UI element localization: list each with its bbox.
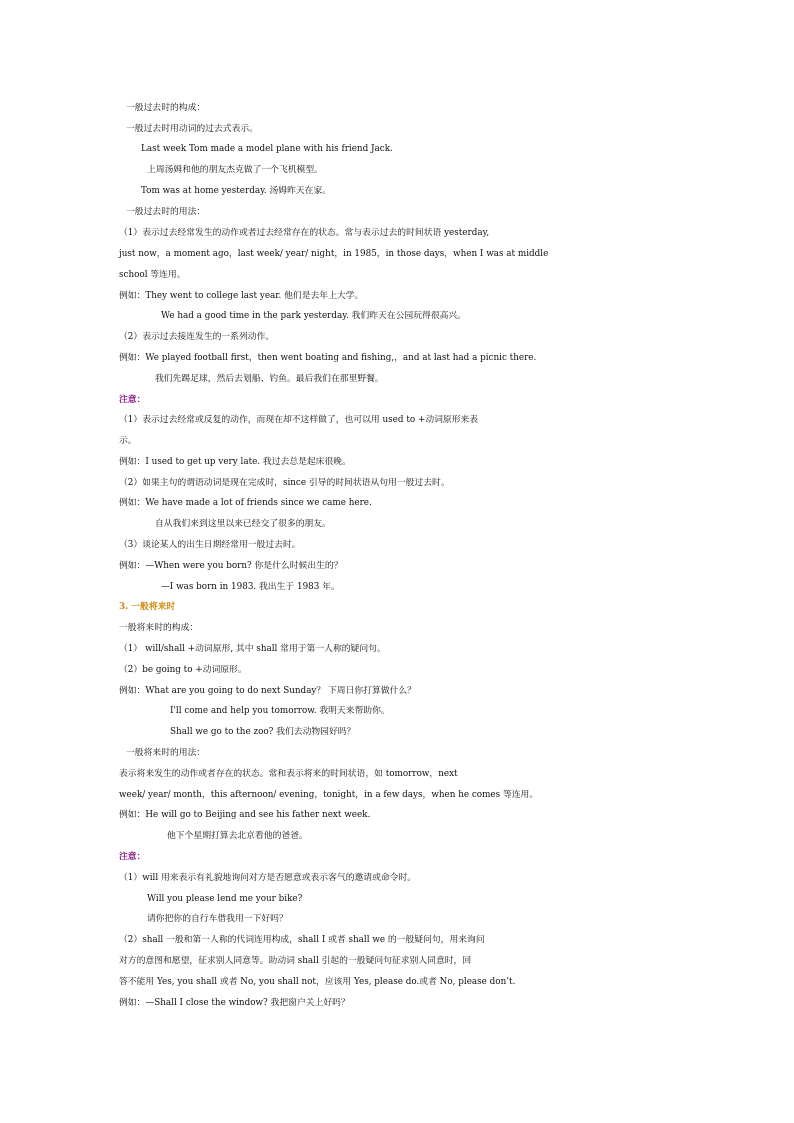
text-line: 例如：They went to college last year. 他们是去年上大学。 xyxy=(119,291,364,301)
text-line: （2）be going to +动词原形。 xyxy=(119,665,247,675)
text-line: 一般将来时的用法： xyxy=(126,748,206,758)
text-line: We had a good time in the park yesterday. 我们昨天在公园玩得很高兴。 xyxy=(161,311,467,321)
text-line: 例如：We played football first，then went boating and fishing,，and at last had a picnic there. xyxy=(119,353,537,363)
text-line: （2）表示过去接连发生的一系列动作。 xyxy=(119,332,275,342)
text-line: 例如：I used to get up very late. 我过去总是起床很晚。 xyxy=(119,457,351,467)
text-line: week/ year/ month，this afternoon/ evening，tonight，in a few days，when he comes 等连用。 xyxy=(119,790,539,800)
text-line: （1）表示过去经常或反复的动作，而现在却不这样做了，也可以用 used to +动词原形来表 xyxy=(119,415,479,425)
text-line: 示。 xyxy=(119,436,137,446)
text-line: 例如：We have made a lot of friends since we came here. xyxy=(119,498,372,508)
text-line: I'll come and help you tomorrow. 我明天来帮助你。 xyxy=(170,706,390,716)
text-line: （1）表示过去经常发生的动作或者过去经常存在的状态。常与表示过去的时间状语 yesterday, xyxy=(119,228,490,238)
text-line: 上周汤姆和他的朋友杰克做了一个飞机模型。 xyxy=(147,165,323,175)
text-line: 一般过去时的构成： xyxy=(126,103,206,113)
section-heading: 3. 一般将来时 xyxy=(119,602,176,612)
text-line: Will you please lend me your bike? xyxy=(147,894,303,904)
text-line: （2）shall 一般和第一人称的代词连用构成，shall I 或者 shall we 的一般疑问句，用来询问 xyxy=(119,935,485,945)
text-line: 对方的意图和愿望，征求别人同意等。助动词 shall 引起的一般疑问句征求别人同意时，回 xyxy=(119,956,472,966)
text-line: 答不能用 Yes, you shall 或者 No, you shall not，应该用 Yes, please do.或者 No, please don’t. xyxy=(119,977,516,987)
text-line: 请你把你的自行车借我用一下好吗？ xyxy=(147,914,288,924)
text-line: （2）如果主句的谓语动词是现在完成时，since 引导的时间状语从句用一般过去时。 xyxy=(119,478,450,488)
text-line: 例如：—Shall I close the window? 我把窗户关上好吗？ xyxy=(119,998,350,1008)
text-line: Last week Tom made a model plane with his friend Jack. xyxy=(141,144,393,154)
text-line: （1） will/shall +动词原形, 其中 shall 常用于第一人称的疑问句。 xyxy=(119,644,386,654)
text-line: Shall we go to the zoo? 我们去动物园好吗？ xyxy=(170,727,356,737)
text-line: 例如：—When were you born? 你是什么时候出生的？ xyxy=(119,561,343,571)
text-line: 例如：What are you going to do next Sunday？ 下周日你打算做什么？ xyxy=(119,686,416,696)
text-line: Tom was at home yesterday. 汤姆昨天在家。 xyxy=(141,186,332,196)
text-line: school 等连用。 xyxy=(119,270,186,280)
text-line: 我们先踢足球，然后去划船、钓鱼。最后我们在那里野餐。 xyxy=(155,374,384,384)
text-line: 自从我们来到这里以来已经交了很多的朋友。 xyxy=(155,519,331,529)
text-line: just now，a moment ago，last week/ year/ night，in 1985，in those days，when I was at middle xyxy=(119,249,549,259)
note-heading: 注意： xyxy=(119,395,146,405)
text-line: —I was born in 1983. 我出生于 1983 年。 xyxy=(161,582,340,592)
text-line: 一般过去时用动词的过去式表示。 xyxy=(126,124,258,134)
note-heading: 注意： xyxy=(119,852,146,862)
text-line: （1）will 用来表示有礼貌地询问对方是否愿意或表示客气的邀请或命令时。 xyxy=(119,873,417,883)
text-line: 一般将来时的构成： xyxy=(119,623,199,633)
text-line: 他下个星期打算去北京看他的爸爸。 xyxy=(167,831,308,841)
text-line: 一般过去时的用法： xyxy=(126,207,206,217)
text-line: （3）谈论某人的出生日期经常用一般过去时。 xyxy=(119,540,301,550)
text-line: 表示将来发生的动作或者存在的状态。常和表示将来的时间状语，如 tomorrow，next xyxy=(119,769,458,779)
text-line: 例如：He will go to Beijing and see his father next week. xyxy=(119,810,371,820)
